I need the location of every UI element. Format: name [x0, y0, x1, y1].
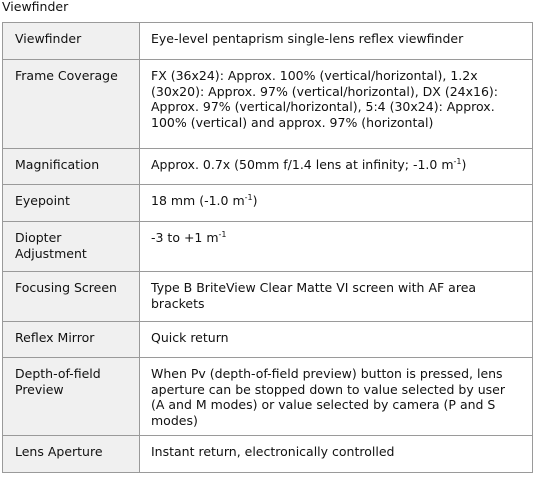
spec-row — [3, 272, 533, 322]
spec-row — [3, 358, 533, 436]
spec-value: When Pv (depth-of-field preview) button is pressed, lens aperture can be stopped down to value selected by user (A and M modes) or value selected by camera (P and S modes) — [140, 358, 533, 436]
spec-value: FX (36x24): Approx. 100% (vertical/horizontal), 1.2x (30x20): Approx. 97% (vertical/horizontal), DX (24x16): Approx. 97% (vertical/horizontal), 5:4 (30x24): Approx. 100% (vertical) and approx. 97% (horizontal) — [140, 60, 533, 149]
spec-value: Quick return — [140, 322, 533, 358]
spec-table — [2, 22, 533, 473]
spec-label: Eyepoint — [3, 185, 140, 222]
spec-row — [3, 23, 533, 60]
spec-row — [3, 185, 533, 222]
spec-row — [3, 60, 533, 149]
spec-label: Diopter Adjustment — [3, 222, 140, 272]
section-title: Viewfinder — [2, 0, 69, 14]
spec-value: Eye-level pentaprism single-lens reflex viewfinder — [140, 23, 533, 60]
spec-label: Magnification — [3, 149, 140, 185]
spec-value: Approx. 0.7x (50mm f/1.4 lens at infinity; -1.0 $m^{-1}$) — [140, 149, 533, 185]
spec-label: Frame Coverage — [3, 60, 140, 149]
spec-label: Depth-of-field Preview — [3, 358, 140, 436]
spec-label: Reflex Mirror — [3, 322, 140, 358]
spec-value: Instant return, electronically controlled — [140, 436, 533, 473]
spec-value: -3 to +1 $m^{-1}$ — [140, 222, 533, 272]
spec-label: Focusing Screen — [3, 272, 140, 322]
spec-row — [3, 149, 533, 185]
spec-value: 18 mm (-1.0 $m^{-1}$) — [140, 185, 533, 222]
spec-label: Viewfinder — [3, 23, 140, 60]
spec-label: Lens Aperture — [3, 436, 140, 473]
spec-value: Type B BriteView Clear Matte VI screen with AF area brackets — [140, 272, 533, 322]
spec-row — [3, 436, 533, 473]
spec-row — [3, 222, 533, 272]
spec-row — [3, 322, 533, 358]
